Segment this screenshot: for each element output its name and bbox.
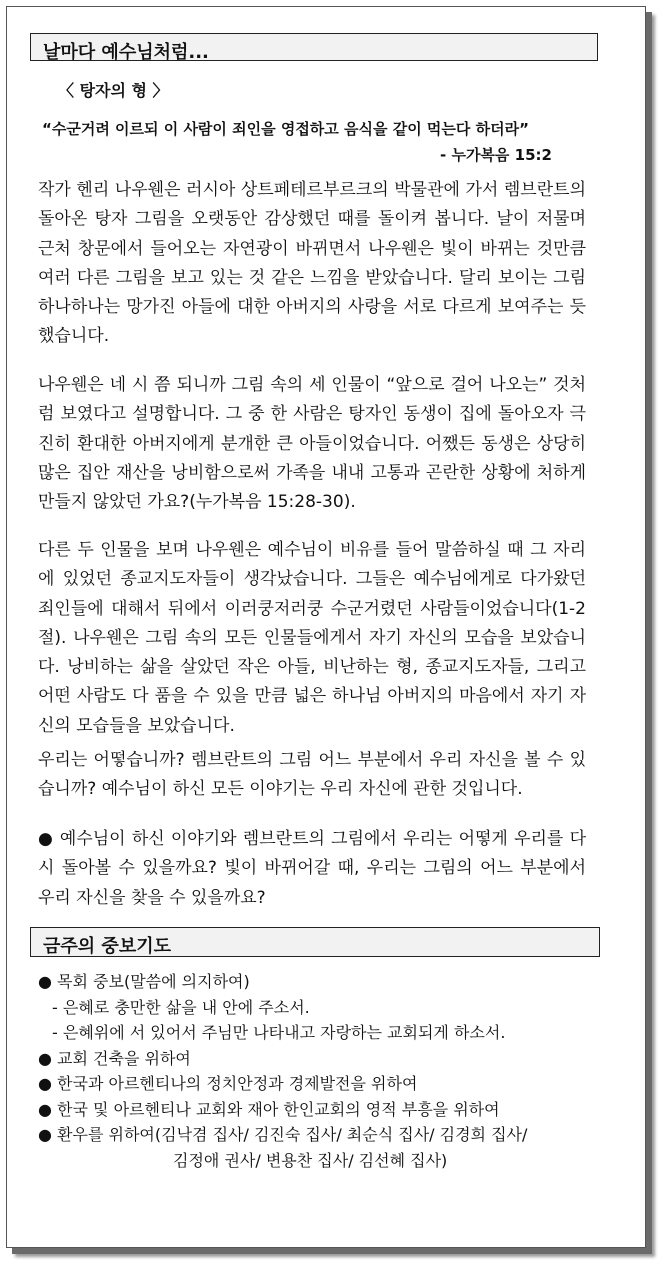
prayer-item: ● 한국과 아르헨티나의 정치안정과 경제발전을 위하여 (38, 1074, 418, 1093)
paragraph: 작가 헨리 나우웬은 러시아 상트페테르부르크의 박물관에 가서 렘브란트의 돌아온 탕자 그림을 오랫동안 감상했던 때를 돌이켜 봅니다. 날이 저물며 근처 창문에서 들어오는 자연광이 바뀌면서 나우웬은 빛이 바뀌는 것만큼 여러 다른 그림을 보고 있는 것 같은 느낌을 받았습니다. 달리 보이는 그림 하나하나는 망가진 아들에 대한 아버지의 사랑을 서로 다르게 보여주는 듯 했습니다. (38, 180, 586, 347)
prayer-section-title: 금주의 중보기도 (43, 936, 171, 957)
paragraph: 나우웬은 네 시 쯤 되니까 그림 속의 세 인물이 “앞으로 걸어 나오는” 것처럼 보였다고 설명합니다. 그 중 한 사람은 탕자인 동생이 집에 돌아오자 극진히 환대한 아버지에게 분개한 큰 아들이었습니다. 어쨌든 동생은 상당히 많은 집안 재산을 낭비함으로써 가족을 내내 고통과 곤란한 상황에 처하게 만들지 않았던 가요?(누가복음 15:28-30). (38, 375, 586, 513)
reflection-question: ● 예수님이 하신 이야기와 렘브란트의 그림에서 우리는 어떻게 우리를 다시 돌아볼 수 있을까요? 빛이 바뀌어갈 때, 우리는 그림의 어느 부분에서 우리 자신을 찾을 수 있을까요? (38, 829, 586, 908)
page-title: 날마다 예수님처럼... (43, 42, 209, 63)
prayer-item: ● 환우를 위하여(김낙겸 집사/ 김진숙 집사/ 최순식 집사/ 김경희 집사/ (38, 1125, 528, 1144)
paragraph: 우리는 어떻습니까? 렘브란트의 그림 어느 부분에서 우리 자신을 볼 수 있습니까? 예수님이 하신 모든 이야기는 우리 자신에 관한 것입니다. (38, 750, 586, 800)
prayer-section-box (30, 927, 600, 957)
paragraph: 다른 두 인물을 보며 나우웬은 예수님이 비유를 들어 말씀하실 때 그 자리에 있었던 종교지도자들이 생각났습니다. 그들은 예수님에게로 다가왔던 죄인들에 대해서 뒤에서 이러쿵저러쿵 수군거렸던 사람들이었습니다(1-2절). 나우웬은 그림 속의 모든 인물들에게서 자기 자신의 모습을 보았습니다. 낭비하는 삶을 살았던 작은 아들, 비난하는 형, 종교지도자들, 그리고 어떤 사람도 다 품을 수 있을 만큼 넓은 하나님 아버지의 마음에서 자기 자신의 모습들을 보았습니다. (38, 540, 586, 736)
scripture-reference: - 누가복음 15:2 (440, 146, 552, 164)
scripture-quote: “수군거려 이르되 이 사람이 죄인을 영접하고 음식을 같이 먹는다 하더라” (42, 120, 529, 138)
prayer-subitem: - 은혜로 충만한 삶을 내 안에 주소서. (52, 997, 310, 1017)
sermon-subtitle: 〈 탕자의 형 〉 (58, 81, 169, 100)
prayer-item: ● 한국 및 아르헨티나 교회와 재아 한인교회의 영적 부흥을 위하여 (38, 1099, 500, 1119)
prayer-item: ● 교회 건축을 위하여 (38, 1048, 191, 1068)
prayer-subitem: - 은혜위에 서 있어서 주님만 나타내고 자랑하는 교회되게 하소서. (52, 1023, 506, 1042)
prayer-item-continuation: 김정애 권사/ 변용찬 집사/ 김선혜 집사) (173, 1150, 448, 1170)
prayer-list (38, 969, 598, 1173)
header-title-box (30, 33, 598, 61)
prayer-item: ● 목회 중보(말씀에 의지하여) (38, 972, 250, 991)
